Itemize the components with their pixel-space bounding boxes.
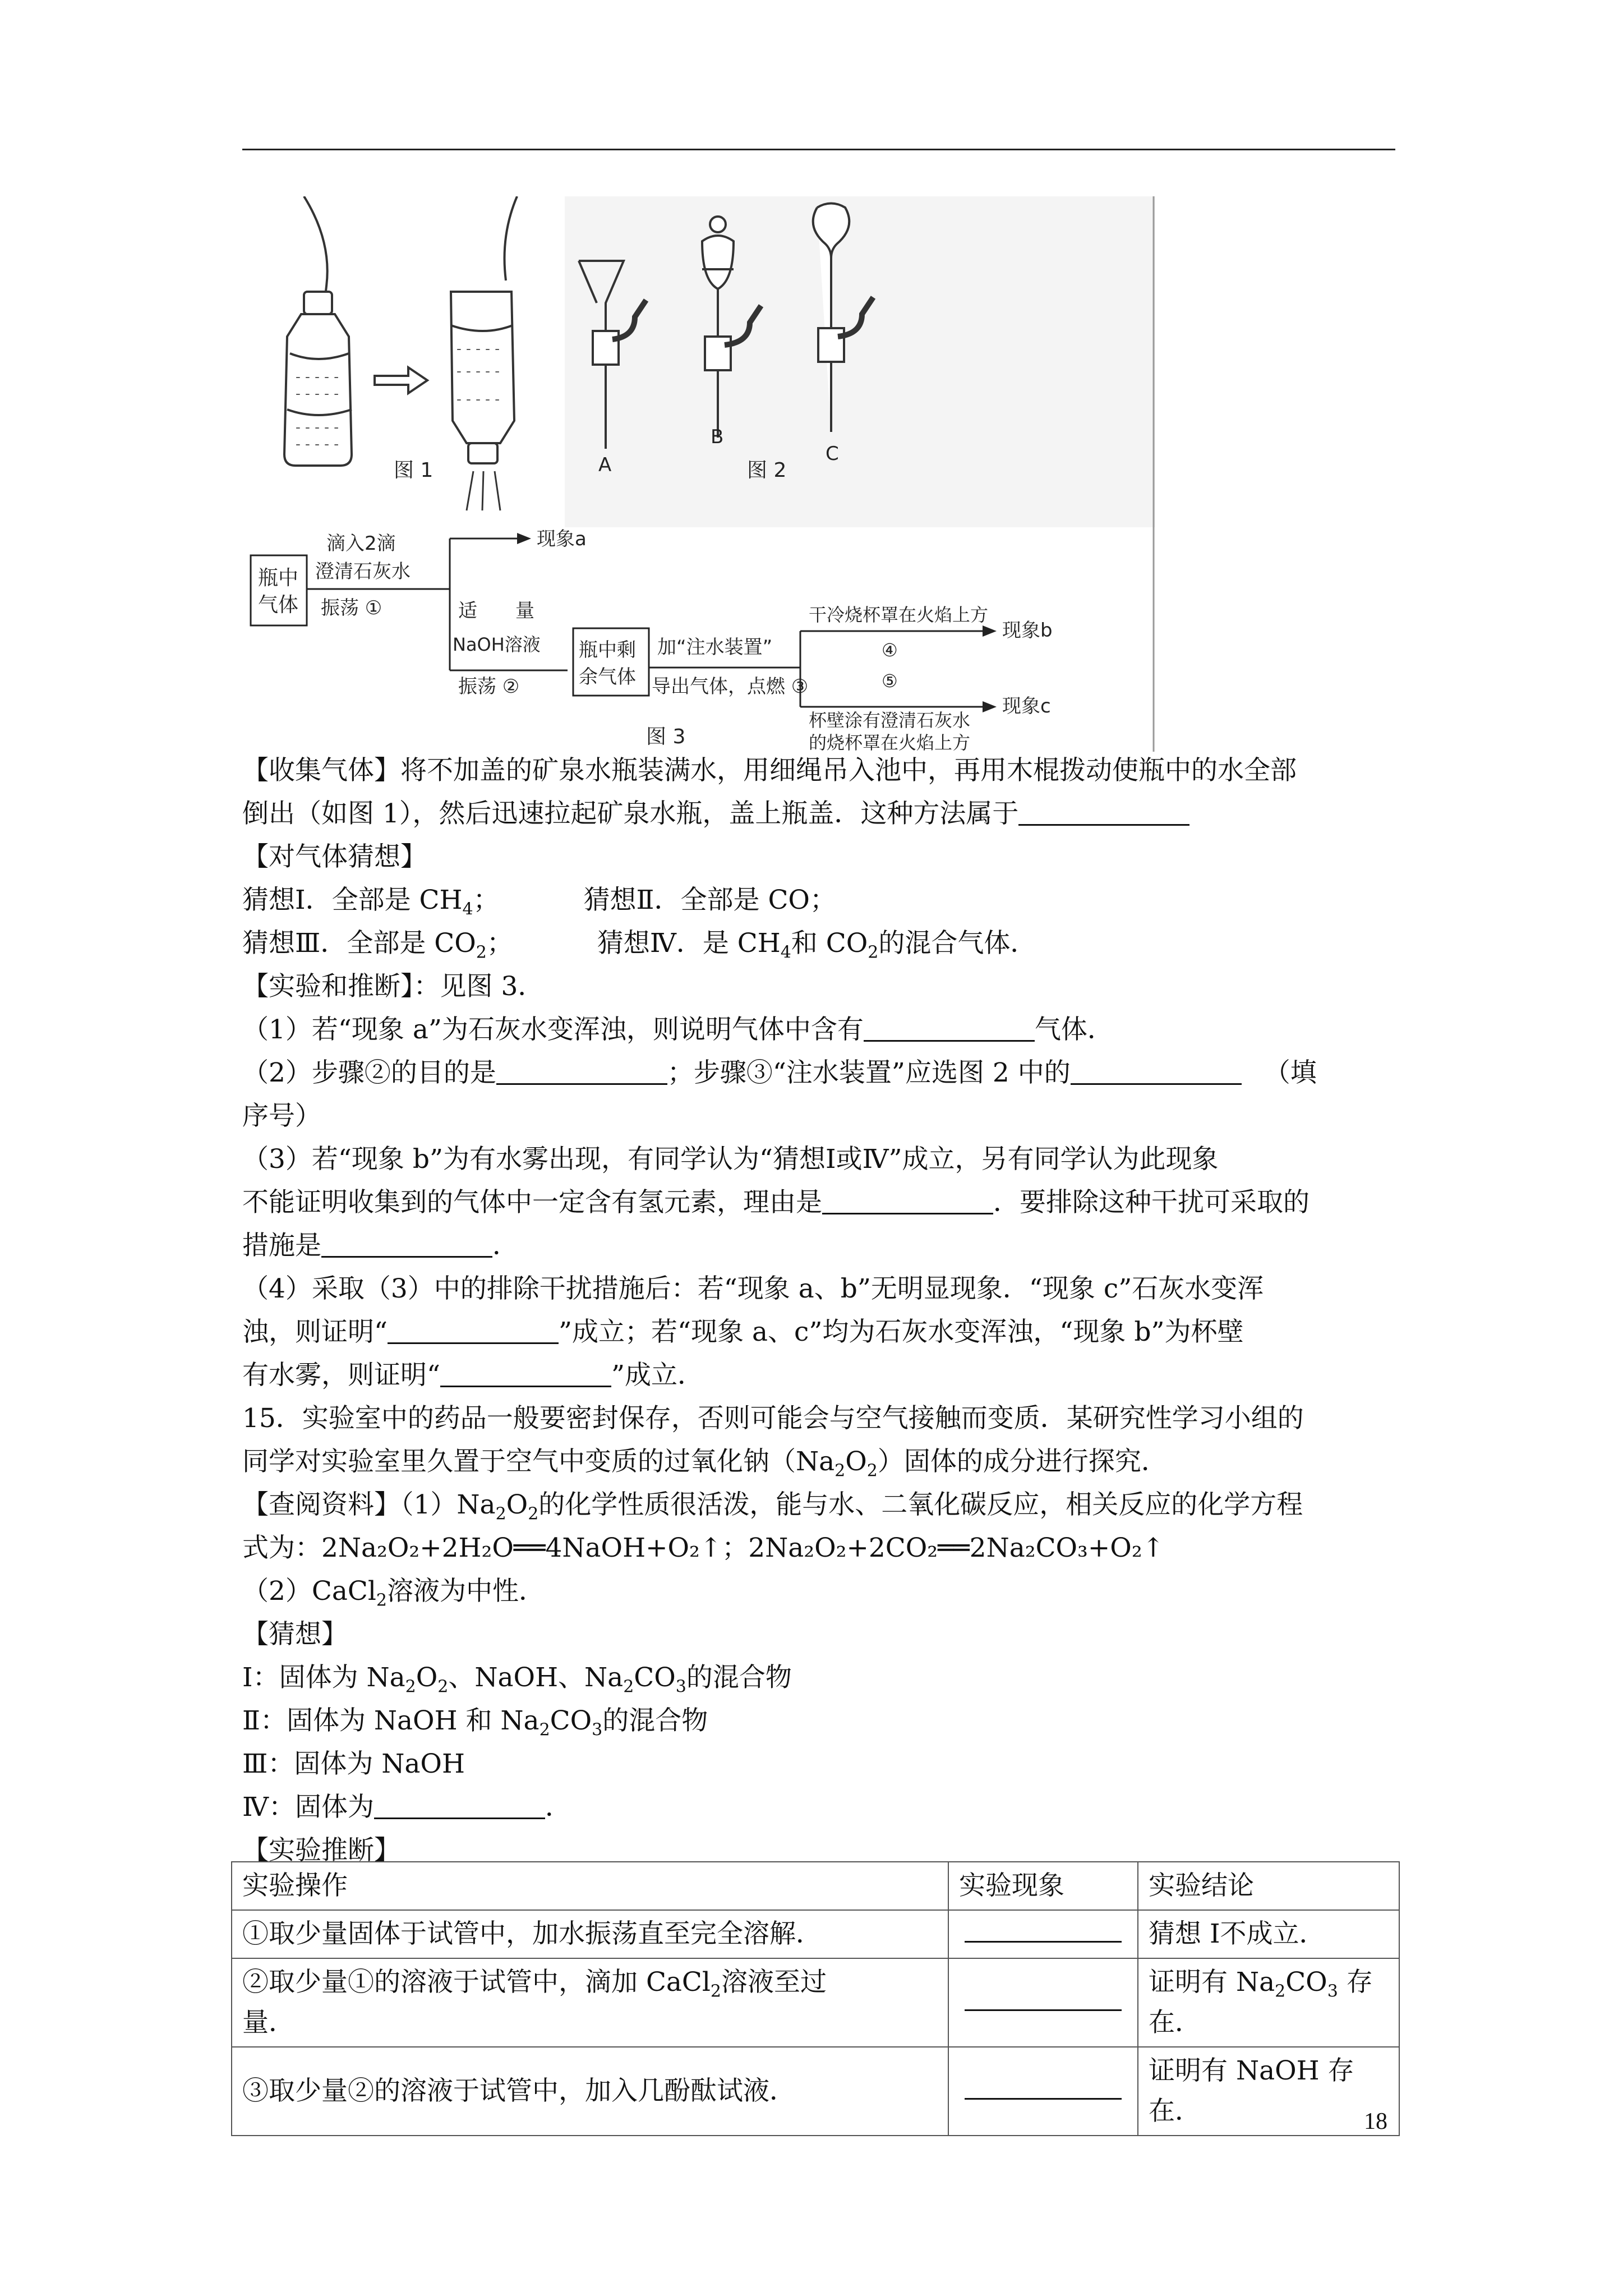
text-run: ②取少量①的溶液于试管中，滴加 CaCl bbox=[242, 1967, 711, 1998]
svg-text:- - - - -: - - - - - bbox=[457, 341, 500, 357]
text-run: CO bbox=[550, 1705, 592, 1736]
q3-line-3 bbox=[242, 1224, 1395, 1267]
subscript: 2 bbox=[495, 1504, 506, 1524]
ref-line-1 bbox=[242, 1483, 1395, 1526]
svg-text:- - - - -: - - - - - bbox=[457, 391, 500, 408]
flow-step1-line2: 澄清石灰水 bbox=[315, 560, 411, 583]
svg-text:- - - - -: - - - - - bbox=[296, 419, 339, 436]
text-run: CO bbox=[1285, 1967, 1327, 1998]
text-run: ”成立． bbox=[611, 1360, 704, 1391]
q1-line bbox=[242, 1008, 1395, 1051]
text-run: 量． bbox=[242, 2007, 295, 2038]
table-header: 实验现象 bbox=[948, 1862, 1138, 1910]
p15-line-2 bbox=[242, 1440, 1395, 1483]
subscript: 2 bbox=[868, 942, 879, 963]
text-run: 和 CO bbox=[791, 928, 868, 959]
answer-blank[interactable] bbox=[1018, 799, 1189, 826]
text-run: （1）Na bbox=[400, 1489, 496, 1520]
flow-step3-line2: 导出气体，点燃 ③ bbox=[652, 675, 809, 698]
text-run: O bbox=[506, 1489, 528, 1520]
collect-line-1 bbox=[242, 749, 1395, 792]
fig1-label: 图 1 bbox=[394, 459, 434, 482]
page-number: 18 bbox=[1364, 2109, 1387, 2134]
text-run: 不能证明收集到的气体中一定含有氢元素，理由是 bbox=[242, 1187, 822, 1218]
svg-text:- - - - -: - - - - - bbox=[457, 363, 500, 380]
text-run: （2）CaCl bbox=[242, 1576, 376, 1607]
fig2-label: 图 2 bbox=[747, 459, 787, 482]
q4-line-3 bbox=[242, 1354, 1395, 1397]
text-run: 溶液为中性． bbox=[386, 1576, 545, 1607]
answer-blank[interactable] bbox=[374, 1793, 545, 1819]
subscript: 4 bbox=[780, 942, 791, 963]
text-run: 浊，则证明“ bbox=[242, 1317, 388, 1347]
q4-line-1: （4）采取（3）中的排除干扰措施后：若“现象 a、b”无明显现象．“现象 c”石灰水变浑 bbox=[242, 1273, 1264, 1304]
flow-step5-line2: 杯壁涂有澄清石灰水 bbox=[809, 710, 971, 731]
flow-step3-line1: 加“注水装置” bbox=[657, 636, 773, 659]
header-rule bbox=[242, 149, 1395, 150]
answer-blank[interactable] bbox=[864, 1015, 1035, 1042]
answer-blank[interactable] bbox=[965, 2078, 1122, 2100]
table-cell bbox=[232, 1958, 948, 2047]
subscript: 3 bbox=[1327, 1981, 1338, 2001]
section-head: 【查阅资料】 bbox=[242, 1489, 400, 1520]
answer-blank[interactable] bbox=[321, 1231, 492, 1258]
flow-result-b: 现象b bbox=[1002, 619, 1053, 642]
flow-step2-line1: 适 量 bbox=[458, 600, 534, 622]
text-run: 的化学性质很活泼，能与水、二氧化碳反应，相关反应的化学方程 bbox=[538, 1489, 1303, 1520]
table-row bbox=[232, 2047, 1399, 2136]
text-run: 的混合物 bbox=[602, 1705, 708, 1736]
table-cell: ③取少量②的溶液于试管中，加入几酚酞试液． bbox=[232, 2047, 948, 2136]
table-cell bbox=[948, 1910, 1138, 1958]
flow-step5-line3: 的烧杯罩在火焰上方 bbox=[809, 732, 971, 752]
exp-heading: 【实验和推断】：见图 3． bbox=[242, 971, 545, 1002]
section-head: 【收集气体】 bbox=[242, 755, 400, 786]
table-header-row bbox=[232, 1862, 1399, 1910]
fig3-label: 图 3 bbox=[646, 725, 686, 748]
apparatus-label-a: A bbox=[598, 454, 612, 476]
flow-step5-line1: ⑤ bbox=[882, 670, 898, 692]
subscript: 2 bbox=[437, 1677, 449, 1697]
text-run: （2）步骤②的目的是 bbox=[242, 1057, 496, 1088]
equation-line bbox=[242, 1526, 1395, 1570]
apparatus-label-c: C bbox=[826, 443, 839, 465]
svg-text:- - - - -: - - - - - bbox=[296, 369, 339, 385]
flow-start-line1: 瓶中 bbox=[258, 567, 299, 590]
infer-heading: 【实验推断】 bbox=[242, 1835, 400, 1866]
flow-start-line2: 气体 bbox=[258, 593, 299, 616]
text-run: 倒出（如图 1），然后迅速拉起矿泉水瓶，盖上瓶盖．这种方法属于 bbox=[242, 798, 1019, 829]
answer-blank[interactable] bbox=[1071, 1059, 1242, 1085]
text-run: O bbox=[416, 1662, 438, 1693]
text-run: ”成立；若“现象 a、c”均为石灰水变浑浊，“现象 b”为杯壁 bbox=[559, 1317, 1244, 1347]
answer-blank[interactable] bbox=[440, 1361, 611, 1387]
flow-step1-line1: 滴入2滴 bbox=[326, 532, 396, 555]
chemical-equation: 2Na₂O₂+2H₂O══4NaOH+O₂↑；2Na₂O₂+2CO₂══2Na₂CO₃+O₂↑ bbox=[321, 1533, 1165, 1563]
text-run: 有水雾，则证明“ bbox=[242, 1360, 441, 1391]
text-run: 在． bbox=[1149, 2007, 1201, 2038]
answer-blank[interactable] bbox=[965, 1921, 1122, 1943]
guess2-item-1 bbox=[242, 1656, 1395, 1699]
subscript: 2 bbox=[623, 1677, 634, 1697]
text-run: Ⅰ：固体为 Na bbox=[242, 1662, 405, 1693]
guess2-item-2 bbox=[242, 1699, 1395, 1742]
flow-step2-line3: 振荡 ② bbox=[458, 675, 520, 698]
flow-mid-line2: 余气体 bbox=[579, 666, 636, 688]
text-run: 猜想Ⅱ．全部是 CO； bbox=[583, 885, 836, 915]
flow-result-a: 现象a bbox=[537, 528, 587, 550]
guess2-item-3: Ⅲ：固体为 NaOH bbox=[242, 1749, 465, 1779]
subscript: 2 bbox=[539, 1720, 550, 1740]
text-run: 猜想Ⅳ．是 CH bbox=[597, 928, 781, 959]
q2-line-2: 序号） bbox=[242, 1101, 321, 1131]
q3-line-1: （3）若“现象 b”为有水雾出现，有同学认为“猜想Ⅰ或Ⅳ”成立，另有同学认为此现象 bbox=[242, 1144, 1219, 1175]
answer-blank[interactable] bbox=[388, 1318, 559, 1344]
text-run: 气体． bbox=[1034, 1014, 1114, 1045]
table-row bbox=[232, 1958, 1399, 2047]
text-run: 猜想Ⅲ．全部是 CO bbox=[242, 928, 476, 959]
text-run: Ⅱ：固体为 NaOH 和 Na bbox=[242, 1705, 540, 1736]
experiment-figure bbox=[242, 196, 1155, 752]
table-cell bbox=[1138, 1958, 1399, 2047]
table-cell: ①取少量固体于试管中，加水振荡直至完全溶解． bbox=[232, 1910, 948, 1958]
text-run: ． bbox=[545, 1792, 571, 1823]
guess-line-2 bbox=[242, 922, 1395, 965]
text-run: 措施是 bbox=[242, 1230, 321, 1261]
guess-heading: 【对气体猜想】 bbox=[242, 841, 427, 872]
text-run: 式为： bbox=[242, 1533, 321, 1563]
ref-line-2 bbox=[242, 1570, 1395, 1613]
subscript: 2 bbox=[866, 1461, 878, 1481]
table-cell: 猜想 Ⅰ不成立． bbox=[1138, 1910, 1399, 1958]
flow-result-c: 现象c bbox=[1002, 695, 1051, 717]
subscript: 4 bbox=[462, 899, 473, 919]
body-text bbox=[242, 749, 1395, 1872]
svg-text:- - - - -: - - - - - bbox=[296, 385, 339, 402]
subscript: 2 bbox=[710, 1981, 722, 2001]
table-header: 实验结论 bbox=[1138, 1862, 1399, 1910]
table-row bbox=[232, 1910, 1399, 1958]
flow-mid-line1: 瓶中剩 bbox=[579, 639, 636, 661]
text-run: 证明有 Na bbox=[1149, 1967, 1275, 1998]
svg-text:- - - - -: - - - - - bbox=[296, 436, 339, 453]
subscript: 3 bbox=[592, 1720, 603, 1740]
text-run: 猜想Ⅰ．全部是 CH bbox=[242, 885, 463, 915]
q2-line-1 bbox=[242, 1051, 1395, 1094]
q3-line-2 bbox=[242, 1181, 1395, 1224]
experiment-table bbox=[231, 1861, 1400, 2136]
text-run: ． bbox=[492, 1230, 519, 1261]
subscript: 2 bbox=[528, 1504, 539, 1524]
answer-blank[interactable] bbox=[822, 1188, 993, 1214]
text-run: （1）若“现象 a”为石灰水变浑浊，则说明气体中含有 bbox=[242, 1014, 864, 1045]
text-run: CO bbox=[634, 1662, 676, 1693]
answer-blank[interactable] bbox=[965, 1989, 1122, 2011]
subscript: 2 bbox=[1275, 1981, 1286, 2001]
flow-step4-line1: 干冷烧杯罩在火焰上方 bbox=[809, 604, 989, 625]
p15-line-1: 15．实验室中的药品一般要密封保存，否则可能会与空气接触而变质．某研究性学习小组的 bbox=[242, 1403, 1304, 1434]
text-run: 溶液至过 bbox=[721, 1967, 827, 1998]
subscript: 2 bbox=[405, 1677, 416, 1697]
table-cell bbox=[948, 2047, 1138, 2136]
subscript: 2 bbox=[476, 942, 487, 963]
text-run: 的混合气体． bbox=[878, 928, 1037, 959]
text-run: 、NaOH、Na bbox=[448, 1662, 624, 1693]
text-run: ； bbox=[486, 928, 513, 959]
guess-line-1 bbox=[242, 878, 1395, 922]
text-run: 同学对实验室里久置于空气中变质的过氧化钠（Na bbox=[242, 1446, 835, 1477]
collect-line-2 bbox=[242, 792, 1395, 835]
subscript: 2 bbox=[834, 1461, 846, 1481]
text-run: ； bbox=[473, 885, 500, 915]
text-run: 的混合物 bbox=[686, 1662, 792, 1693]
subscript: 2 bbox=[376, 1590, 387, 1611]
text-run: Ⅳ：固体为 bbox=[242, 1792, 374, 1823]
text-run: ）固体的成分进行探究． bbox=[877, 1446, 1168, 1477]
guess2-heading: 【猜想】 bbox=[242, 1619, 348, 1650]
text-run: ；步骤③“注水装置”应选图 2 中的 bbox=[667, 1057, 1071, 1088]
text-run: 存 bbox=[1338, 1967, 1373, 1998]
text-run: ．要排除这种干扰可采取的 bbox=[993, 1187, 1310, 1218]
subscript: 3 bbox=[675, 1677, 686, 1697]
text-run: （填 bbox=[1264, 1057, 1317, 1088]
apparatus-label-b: B bbox=[711, 426, 724, 448]
table-cell bbox=[948, 1958, 1138, 2047]
answer-blank[interactable] bbox=[496, 1059, 667, 1085]
flow-step1-line3: 振荡 ① bbox=[321, 597, 382, 619]
guess2-item-4 bbox=[242, 1786, 1395, 1829]
table-header: 实验操作 bbox=[232, 1862, 948, 1910]
q4-line-2 bbox=[242, 1310, 1395, 1354]
text-run: O bbox=[845, 1446, 867, 1477]
flow-step2-line2: NaOH溶液 bbox=[453, 634, 541, 655]
flow-step4-line2: ④ bbox=[882, 639, 898, 661]
text-run: 将不加盖的矿泉水瓶装满水，用细绳吊入池中，再用木棍拨动使瓶中的水全部 bbox=[400, 755, 1297, 786]
table-cell: 证明有 NaOH 存在． bbox=[1138, 2047, 1399, 2136]
